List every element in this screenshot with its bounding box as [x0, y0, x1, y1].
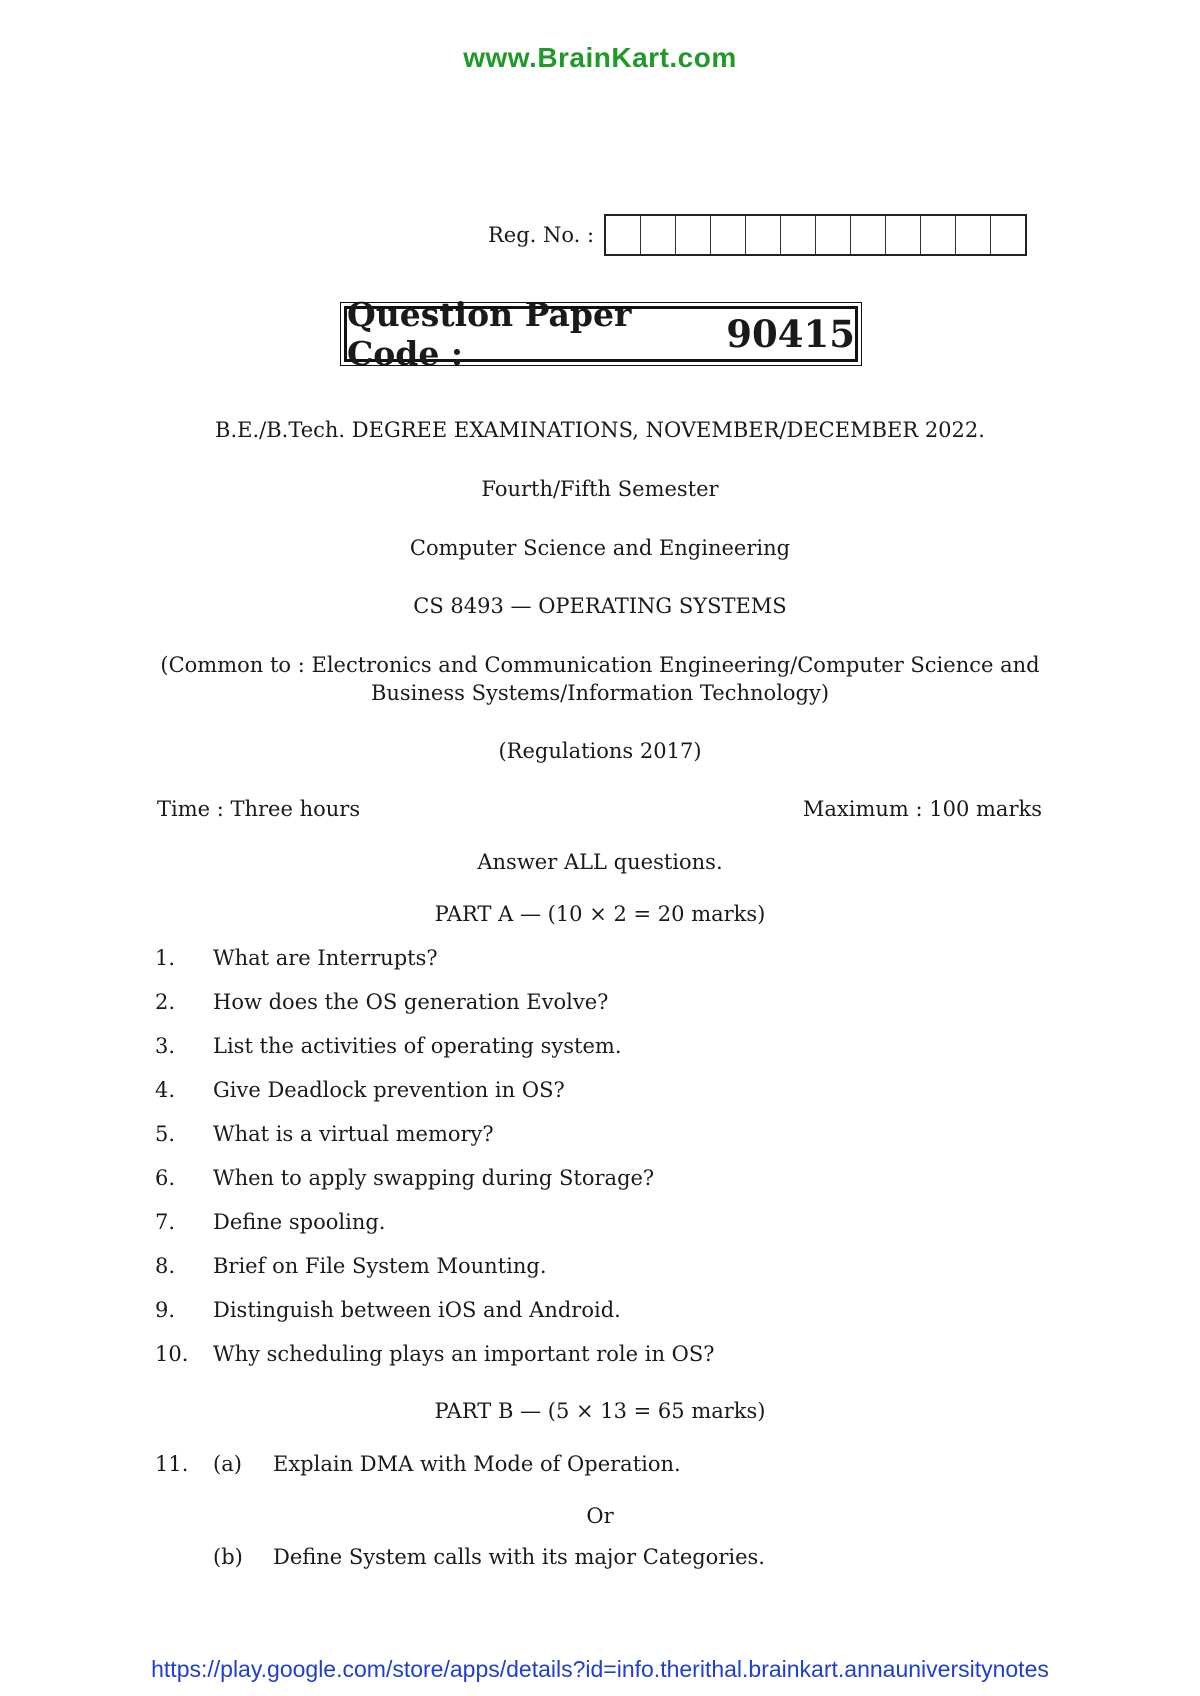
footer-app-link[interactable]: https://play.google.com/store/apps/details?id=info.therithal.brainkart.annauniversitynotes [151, 1656, 1049, 1682]
question-text: Explain DMA with Mode of Operation. [273, 1452, 681, 1476]
question-row [155, 1078, 565, 1102]
reg-no-cell[interactable] [746, 216, 781, 254]
question-text: What is a virtual memory? [213, 1122, 494, 1146]
question-number: 4. [155, 1078, 176, 1102]
question-text: Distinguish between iOS and Android. [213, 1298, 621, 1322]
reg-no-cell[interactable] [676, 216, 711, 254]
question-text: Define System calls with its major Categories. [273, 1545, 765, 1569]
question-row [155, 1342, 715, 1366]
reg-no-label: Reg. No. : [488, 223, 595, 247]
site-watermark[interactable]: www.BrainKart.com [463, 42, 737, 73]
question-row [155, 1298, 621, 1322]
question-row [155, 1034, 622, 1058]
question-row [155, 946, 438, 970]
question-number: 11. [155, 1452, 189, 1476]
question-11b [155, 1545, 765, 1569]
question-row [155, 1166, 654, 1190]
subquestion-label: (b) [213, 1545, 243, 1569]
question-text: Why scheduling plays an important role in OS? [213, 1342, 715, 1366]
reg-no-cell[interactable] [711, 216, 746, 254]
exam-title: B.E./B.Tech. DEGREE EXAMINATIONS, NOVEMBER/DECEMBER 2022. [215, 418, 985, 442]
reg-no-cell[interactable] [851, 216, 886, 254]
question-number: 5. [155, 1122, 176, 1146]
reg-no-cell[interactable] [641, 216, 676, 254]
reg-no-cell[interactable] [921, 216, 956, 254]
question-text: Brief on File System Mounting. [213, 1254, 547, 1278]
reg-no-cell[interactable] [606, 216, 641, 254]
part-a-heading: PART A — (10 × 2 = 20 marks) [434, 902, 766, 926]
question-text: How does the OS generation Evolve? [213, 990, 609, 1014]
reg-no-cell[interactable] [956, 216, 991, 254]
question-number: 8. [155, 1254, 176, 1278]
department: Computer Science and Engineering [409, 536, 791, 560]
question-paper-code-box [344, 295, 858, 373]
question-text: Give Deadlock prevention in OS? [213, 1078, 565, 1102]
question-paper-code: 90415 [726, 312, 855, 356]
question-text: Define spooling. [213, 1210, 386, 1234]
question-number: 10. [155, 1342, 189, 1366]
semester: Fourth/Fifth Semester [481, 477, 719, 501]
reg-no-cell[interactable] [886, 216, 921, 254]
common-to-line1: (Common to : Electronics and Communication Engineering/Computer Science and [160, 653, 1040, 677]
question-paper-code-label: Question Paper Code : [347, 295, 632, 373]
reg-no-cell[interactable] [816, 216, 851, 254]
question-text: List the activities of operating system. [213, 1034, 622, 1058]
subquestion-label: (a) [213, 1452, 242, 1476]
question-number-blank [155, 1545, 213, 1569]
instruction: Answer ALL questions. [477, 850, 723, 874]
question-row [155, 1122, 494, 1146]
subject-title: CS 8493 — OPERATING SYSTEMS [413, 594, 787, 618]
reg-no-field [488, 214, 1027, 256]
question-number: 2. [155, 990, 176, 1014]
time-allowed: Time : Three hours [157, 797, 361, 821]
or-separator: Or [586, 1504, 614, 1528]
reg-no-boxes [604, 214, 1027, 256]
maximum-marks: Maximum : 100 marks [802, 797, 1042, 821]
reg-no-cell[interactable] [781, 216, 816, 254]
question-row [155, 990, 608, 1014]
question-row [155, 1254, 547, 1278]
question-11a [155, 1452, 681, 1476]
question-number: 1. [155, 946, 176, 970]
reg-no-cell[interactable] [991, 216, 1025, 254]
question-number: 7. [155, 1210, 176, 1234]
common-to-line2: Business Systems/Information Technology) [370, 681, 830, 705]
regulations: (Regulations 2017) [498, 739, 702, 763]
question-text: When to apply swapping during Storage? [213, 1166, 655, 1190]
question-text: What are Interrupts? [213, 946, 438, 970]
question-number: 3. [155, 1034, 176, 1058]
part-b-heading: PART B — (5 × 13 = 65 marks) [434, 1399, 766, 1423]
question-row [155, 1210, 385, 1234]
question-number: 6. [155, 1166, 176, 1190]
question-number: 9. [155, 1298, 176, 1322]
